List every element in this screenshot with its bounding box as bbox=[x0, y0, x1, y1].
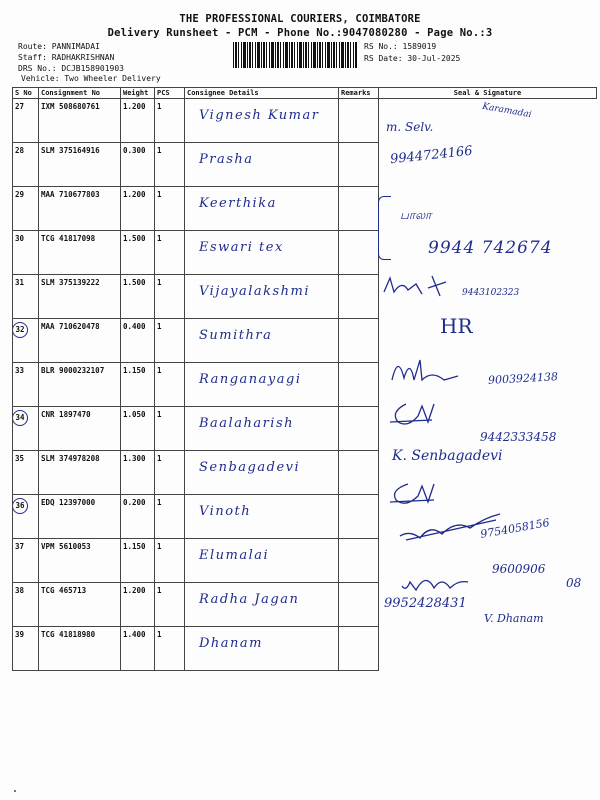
col-consignee: Consignee Details bbox=[185, 88, 339, 99]
consignee-name: Baalaharish bbox=[199, 416, 295, 431]
row-pcs: 1 bbox=[155, 275, 185, 319]
consignee-name: Keerthika bbox=[199, 196, 277, 211]
row-sno bbox=[13, 363, 39, 407]
row-remarks bbox=[339, 363, 379, 407]
row-consignee bbox=[185, 495, 339, 539]
col-signature: Seal & Signature bbox=[379, 88, 597, 99]
row-consignment-no: MAA 710620478 bbox=[39, 319, 121, 363]
signature-27-place: Karamadai bbox=[481, 101, 533, 121]
col-weight: Weight bbox=[121, 88, 155, 99]
row-consignment-no: TCG 41817098 bbox=[39, 231, 121, 275]
row-pcs: 1 bbox=[155, 99, 185, 143]
serial-number: 30 bbox=[15, 234, 25, 243]
signature-38-scribble bbox=[398, 566, 488, 596]
serial-number: 33 bbox=[15, 366, 25, 375]
row-consignment-no: SLM 375139222 bbox=[39, 275, 121, 319]
route-label: Route: PANNIMADAI bbox=[18, 42, 100, 51]
row-remarks bbox=[339, 495, 379, 539]
table-row bbox=[13, 99, 597, 143]
row-consignee bbox=[185, 187, 339, 231]
row-consignment-no: EDQ 12397000 bbox=[39, 495, 121, 539]
rs-number: RS No.: 1589019 bbox=[364, 42, 437, 51]
drs-number: DRS No.: DCJB158901903 bbox=[18, 64, 124, 73]
row-weight: 0.200 bbox=[121, 495, 155, 539]
signature-35: K. Senbagadevi bbox=[392, 448, 503, 464]
serial-number: 27 bbox=[15, 102, 25, 111]
signature-27: m. Selv. bbox=[386, 120, 434, 134]
serial-number: 35 bbox=[15, 454, 25, 463]
consignee-name: Elumalai bbox=[199, 548, 270, 563]
row-weight: 1.200 bbox=[121, 99, 155, 143]
col-remarks: Remarks bbox=[339, 88, 379, 99]
row-signature bbox=[379, 627, 597, 671]
row-weight: 1.400 bbox=[121, 627, 155, 671]
col-consignment: Consignment No bbox=[39, 88, 121, 99]
row-sno bbox=[13, 99, 39, 143]
row-remarks bbox=[339, 407, 379, 451]
row-weight: 1.050 bbox=[121, 407, 155, 451]
row-consignment-no: TCG 465713 bbox=[39, 583, 121, 627]
row-consignee bbox=[185, 539, 339, 583]
row-consignee bbox=[185, 583, 339, 627]
row-weight: 1.300 bbox=[121, 451, 155, 495]
row-weight: 1.200 bbox=[121, 583, 155, 627]
col-pcs: PCS bbox=[155, 88, 185, 99]
barcode bbox=[233, 42, 357, 68]
consignee-name: Vignesh Kumar bbox=[199, 108, 320, 123]
signature-30-phone: 9944 742674 bbox=[428, 238, 553, 258]
row-remarks bbox=[339, 187, 379, 231]
row-consignee bbox=[185, 143, 339, 187]
serial-number: 28 bbox=[15, 146, 25, 155]
row-sno bbox=[13, 495, 39, 539]
row-pcs: 1 bbox=[155, 143, 185, 187]
row-consignee bbox=[185, 231, 339, 275]
signature-38-phone: 9600906 bbox=[492, 562, 546, 576]
col-sno: S No bbox=[13, 88, 39, 99]
row-remarks bbox=[339, 627, 379, 671]
row-weight: 1.500 bbox=[121, 231, 155, 275]
consignee-name: Sumithra bbox=[199, 328, 273, 343]
row-consignee bbox=[185, 627, 339, 671]
row-pcs: 1 bbox=[155, 231, 185, 275]
signature-39: V. Dhanam bbox=[484, 612, 544, 625]
signature-36-scribble bbox=[388, 478, 448, 508]
serial-number: 29 bbox=[15, 190, 25, 199]
row-consignment-no: BLR 9000232107 bbox=[39, 363, 121, 407]
serial-number: 39 bbox=[15, 630, 25, 639]
row-consignment-no: SLM 375164916 bbox=[39, 143, 121, 187]
row-remarks bbox=[339, 275, 379, 319]
row-pcs: 1 bbox=[155, 187, 185, 231]
row-weight: 1.150 bbox=[121, 539, 155, 583]
runsheet-subtitle: Delivery Runsheet - PCM - Phone No.:9047080280 - Page No.:3 bbox=[107, 27, 493, 39]
row-consignment-no: TCG 41818980 bbox=[39, 627, 121, 671]
row-consignment-no: CNR 1897470 bbox=[39, 407, 121, 451]
row-pcs: 1 bbox=[155, 363, 185, 407]
row-remarks bbox=[339, 451, 379, 495]
row-remarks bbox=[339, 319, 379, 363]
row-sno bbox=[13, 583, 39, 627]
row-weight: 0.400 bbox=[121, 319, 155, 363]
row-pcs: 1 bbox=[155, 407, 185, 451]
row-consignee bbox=[185, 363, 339, 407]
signature-33-scribble bbox=[388, 350, 488, 386]
signature-33-phone: 9003924138 bbox=[487, 370, 559, 387]
table-row bbox=[13, 627, 597, 671]
signature-30-name: பாலா bbox=[400, 208, 432, 222]
table-row bbox=[13, 187, 597, 231]
consignee-name: Eswari tex bbox=[199, 240, 284, 255]
serial-number: 36 bbox=[13, 498, 29, 514]
row-sno bbox=[13, 319, 39, 363]
consignee-name: Senbagadevi bbox=[199, 460, 301, 475]
signature-37-phone: 9754058156 bbox=[479, 516, 551, 541]
row-consignee bbox=[185, 319, 339, 363]
row-sno bbox=[13, 143, 39, 187]
consignee-name: Vijayalakshmi bbox=[199, 284, 311, 299]
consignee-name: Radha Jagan bbox=[199, 592, 300, 607]
row-pcs: 1 bbox=[155, 451, 185, 495]
row-sno bbox=[13, 275, 39, 319]
signature-38-phone-end: 08 bbox=[566, 576, 582, 590]
signature-39-phone: 9952428431 bbox=[384, 596, 467, 611]
table-header-row bbox=[13, 88, 597, 99]
row-pcs: 1 bbox=[155, 319, 185, 363]
table-row bbox=[13, 451, 597, 495]
row-weight: 1.200 bbox=[121, 187, 155, 231]
row-remarks bbox=[339, 143, 379, 187]
consignee-name: Vinoth bbox=[199, 504, 252, 519]
row-consignment-no: IXM 508680761 bbox=[39, 99, 121, 143]
row-pcs: 1 bbox=[155, 539, 185, 583]
serial-number: 37 bbox=[15, 542, 25, 551]
row-sno bbox=[13, 451, 39, 495]
row-consignee bbox=[185, 275, 339, 319]
row-weight: 0.300 bbox=[121, 143, 155, 187]
speck bbox=[14, 790, 16, 792]
signature-28: 9944724166 bbox=[389, 143, 474, 168]
row-remarks bbox=[339, 539, 379, 583]
row-sno bbox=[13, 407, 39, 451]
row-consignee bbox=[185, 407, 339, 451]
row-consignee bbox=[185, 451, 339, 495]
signature-31-scribble bbox=[382, 272, 462, 302]
consignee-name: Dhanam bbox=[199, 636, 263, 651]
row-remarks bbox=[339, 231, 379, 275]
row-pcs: 1 bbox=[155, 583, 185, 627]
signature-34-scribble bbox=[388, 398, 448, 428]
company-title: THE PROFESSIONAL COURIERS, COIMBATORE bbox=[179, 13, 421, 25]
table-row bbox=[13, 143, 597, 187]
row-sno bbox=[13, 187, 39, 231]
rs-date: RS Date: 30-Jul-2025 bbox=[364, 54, 461, 63]
staff-label: Staff: RADHAKRISHNAN bbox=[18, 53, 115, 62]
row-pcs: 1 bbox=[155, 627, 185, 671]
row-consignment-no: SLM 374978208 bbox=[39, 451, 121, 495]
row-remarks bbox=[339, 99, 379, 143]
row-sno bbox=[13, 627, 39, 671]
serial-number: 38 bbox=[15, 586, 25, 595]
signature-bracket bbox=[378, 196, 391, 260]
row-sno bbox=[13, 231, 39, 275]
row-pcs: 1 bbox=[155, 495, 185, 539]
consignee-name: Prasha bbox=[199, 152, 254, 167]
signature-32: HR bbox=[440, 314, 473, 338]
consignee-name: Ranganayagi bbox=[199, 372, 302, 387]
table-row bbox=[13, 319, 597, 363]
serial-number: 32 bbox=[13, 322, 29, 338]
row-consignee bbox=[185, 99, 339, 143]
signature-35-phone: 9442333458 bbox=[480, 430, 557, 444]
row-sno bbox=[13, 539, 39, 583]
row-consignment-no: MAA 710677803 bbox=[39, 187, 121, 231]
signature-31-phone: 9443102323 bbox=[462, 288, 520, 298]
row-weight: 1.150 bbox=[121, 363, 155, 407]
serial-number: 34 bbox=[13, 410, 29, 426]
row-remarks bbox=[339, 583, 379, 627]
vehicle-label: Vehicle: Two Wheeler Delivery bbox=[21, 74, 161, 83]
row-consignment-no: VPM 5610053 bbox=[39, 539, 121, 583]
serial-number: 31 bbox=[15, 278, 25, 287]
row-weight: 1.500 bbox=[121, 275, 155, 319]
